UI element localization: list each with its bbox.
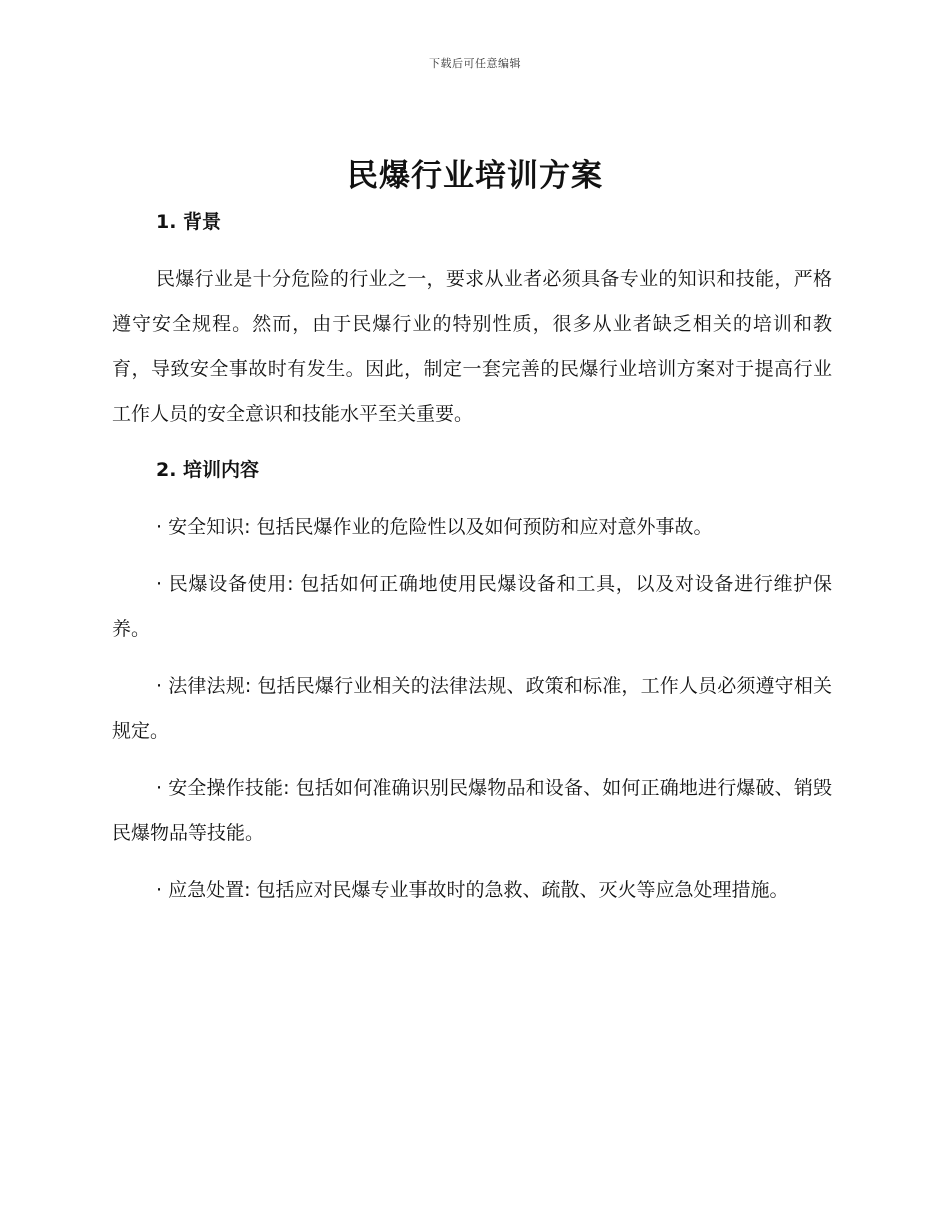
list-item: · 法律法规: 包括民爆行业相关的法律法规、政策和标准，工作人员必须遵守相关规定。 xyxy=(112,675,832,742)
background-paragraph: 民爆行业是十分危险的行业之一，要求从业者必须具备专业的知识和技能，严格遵守安全规程。然而，由于民爆行业的特别性质，很多从业者缺乏相关的培训和教育，导致安全事故时有发生。因此，制定一套完善的民爆行业培训方案对于提高行业工作人员的安全意识和技能水平至关重要。 xyxy=(112,268,832,425)
list-item: · 应急处置: 包括应对民爆专业事故时的急救、疏散、灭火等应急处理措施。 xyxy=(156,879,789,901)
list-item: · 安全操作技能: 包括如何准确识别民爆物品和设备、如何正确地进行爆破、销毁民爆物品等技能。 xyxy=(112,777,832,844)
section-heading-background: 1. 背景 xyxy=(156,211,222,233)
section-heading-training-content: 2. 培训内容 xyxy=(156,459,260,481)
document-body xyxy=(112,205,832,913)
list-item: · 民爆设备使用: 包括如何正确地使用民爆设备和工具，以及对设备进行维护保养。 xyxy=(112,573,832,640)
document-title: 民爆行业培训方案 xyxy=(347,158,603,194)
list-item: · 安全知识: 包括民爆作业的危险性以及如何预防和应对意外事故。 xyxy=(156,516,713,538)
header-note: 下载后可任意编辑 xyxy=(429,57,521,70)
